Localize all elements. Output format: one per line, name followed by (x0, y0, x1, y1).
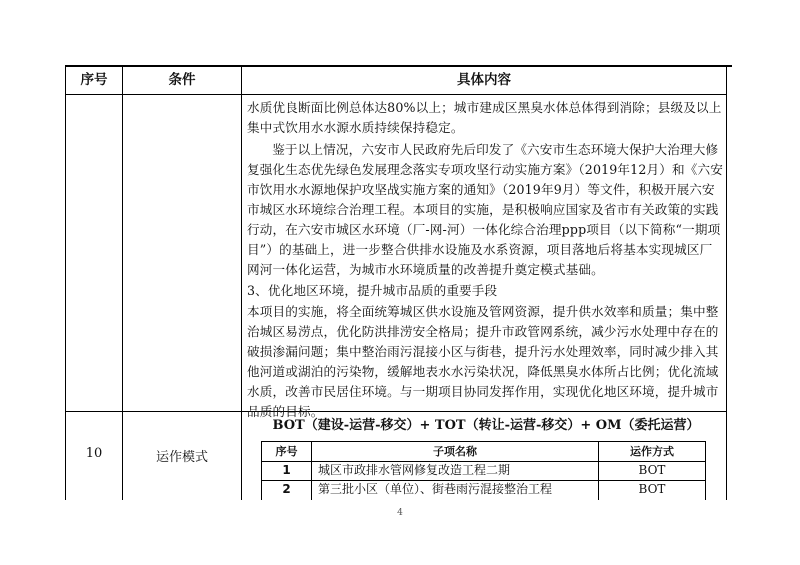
subtable-header-mode: 运作方式 (630, 445, 674, 458)
operation-mode-title: BOT（建设-运营-移交）+ TOT（转让-运营-移交）+ OM（委托运营） (272, 418, 700, 433)
subtable-row-number: 2 (282, 482, 291, 496)
row-condition: 运作模式 (155, 450, 208, 465)
content-paragraph (247, 140, 723, 280)
content-heading (247, 281, 723, 301)
table-left-border (65, 65, 66, 500)
column-divider-1 (122, 65, 123, 500)
subtable-row-mode: BOT (638, 482, 666, 496)
environment-text: 本项目的实施，将全面统筹城区供水设施及管网资源，提升供水效率和质量；集中整治城区易涝点，优化防洪排涝安全格局；提升市政管网系统，减少污水处理中存在的破损渗漏问题；集中整治雨污混接小区与街巷，提升污水处理效率，同时减少排入其他河道或湖泊的污染物，缓解地表水水污染状况，降低黑臭水体所占比例；优化流域水质，改善市民居住环境。与一期项目协同发挥作用，实现优化地区环境，提升城市品质的目标。 (247, 304, 719, 419)
content-paragraph (247, 302, 723, 419)
header-condition: 条件 (168, 72, 196, 88)
header-content: 具体内容 (457, 72, 511, 88)
page-number: 4 (397, 508, 403, 518)
subtable-row-number: 1 (282, 463, 291, 477)
policy-text: 鉴于以上情况，六安市人民政府先后印发了《六安市生态环境大保护大治理大修复强化生态优先绿色发展理念落实专项攻坚行动实施方案》（2019年12月）和《六安市饮用水水源地保护攻坚战实施方案的通知》（2019年9月）等文件，积极开展六安市城区水环境综合治理工程。本项目的实施，是积极响应国家及省市有关政策的实践行动，在六安市城区水环境（厂-网-河）一体化综合治理ppp项目（以下简称“一期项目”）的基础上，进一步整合供排水设施及水系资源，项目落地后将基本实现城区厂网河一体化运营，为城市水环境质量的改善提升奠定模式基础。 (247, 142, 723, 277)
row-number: 10 (85, 446, 103, 461)
column-divider-2 (241, 65, 242, 500)
header-bottom-border (65, 94, 726, 95)
water-quality-text: 水质优良断面比例总体达80%以上；城市建成区黑臭水体总体得到消除；县级及以上集中式饮用水水源水质持续保持稳定。 (247, 100, 722, 135)
header-number: 序号 (80, 72, 108, 88)
subtable-row-mode: BOT (638, 463, 666, 477)
table-right-border (726, 65, 727, 500)
subtable-row-name: 城区市政排水管网修复改造工程二期 (318, 463, 511, 477)
content-paragraph (247, 98, 723, 140)
subtable-header-name: 子项名称 (433, 445, 477, 458)
section-heading: 3、优化地区环境，提升城市品质的重要手段 (247, 283, 498, 298)
subtable-right-border (705, 441, 706, 500)
subtable-header-number: 序号 (275, 445, 298, 458)
subtable-row-name: 第三批小区（单位）、街巷雨污混接整治工程 (318, 482, 553, 496)
